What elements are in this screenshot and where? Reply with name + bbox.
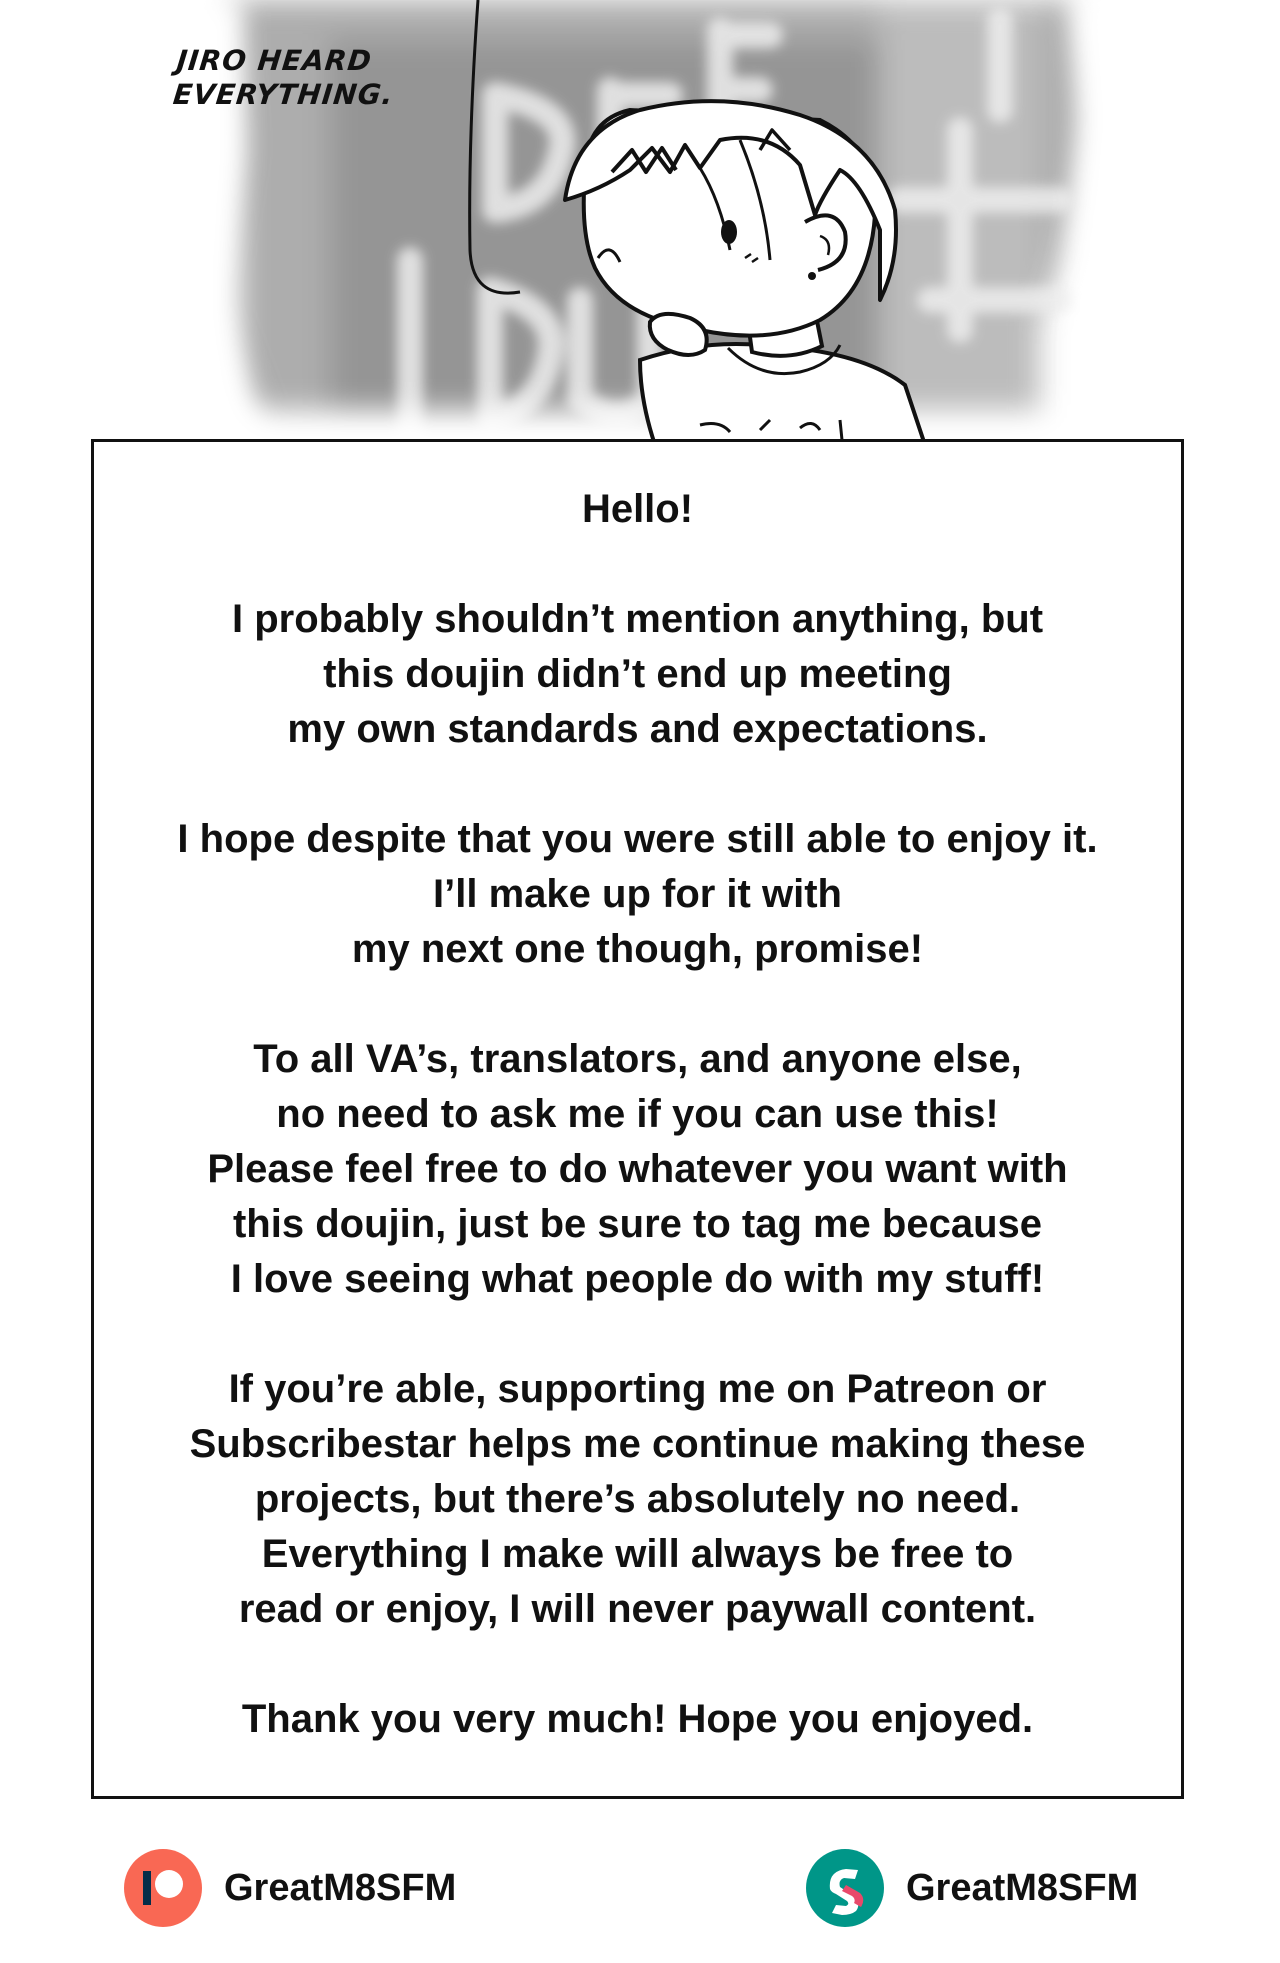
message-line: read or enjoy, I will never paywall content. (238, 1587, 1037, 1631)
comic-panel (0, 0, 1280, 445)
message-signoff (94, 1692, 1181, 1747)
message-line: I’ll make up for it with (433, 872, 842, 916)
message-line: projects, but there’s absolutely no need. (254, 1477, 1021, 1521)
message-line: Everything I make will always be free to (261, 1532, 1014, 1576)
message-line: Please feel free to do whatever you want with (207, 1147, 1068, 1191)
message-line: this doujin, just be sure to tag me because (232, 1202, 1043, 1246)
message-text (94, 482, 1181, 1747)
message-paragraph-permissions (94, 1032, 1181, 1307)
message-line: To all VA’s, translators, and anyone else, (253, 1037, 1022, 1081)
caption-line: JIRO HEARD (175, 44, 374, 77)
message-line: Thank you very much! Hope you enjoyed. (241, 1697, 1034, 1741)
message-paragraph-standards (94, 592, 1181, 757)
patreon-link[interactable] (124, 1848, 456, 1928)
subscribestar-handle: GreatM8SFM (906, 1866, 1139, 1909)
comic-caption (171, 44, 438, 112)
message-line: my next one though, promise! (351, 927, 924, 971)
message-line: this doujin didn’t end up meeting (323, 652, 952, 696)
message-line: Hello! (581, 487, 694, 531)
message-line: no need to ask me if you can use this! (276, 1092, 999, 1136)
message-line: If you’re able, supporting me on Patreon or (228, 1367, 1047, 1411)
patreon-logo-icon (124, 1849, 202, 1927)
message-greeting (94, 482, 1181, 537)
caption-line: EVERYTHING. (171, 78, 396, 111)
message-line: Subscribestar helps me continue making these (189, 1422, 1086, 1466)
message-line: I hope despite that you were still able to enjoy it. (177, 817, 1098, 861)
message-line: my own standards and expectations. (287, 707, 988, 751)
patreon-handle: GreatM8SFM (224, 1866, 457, 1909)
message-line: I probably shouldn’t mention anything, but (231, 597, 1044, 641)
message-paragraph-promise (94, 812, 1181, 977)
message-paragraph-support (94, 1362, 1181, 1637)
message-line: I love seeing what people do with my stuff! (230, 1257, 1045, 1301)
subscribestar-link[interactable] (806, 1848, 1138, 1928)
author-message-box (91, 439, 1184, 1799)
subscribestar-logo-icon (806, 1849, 884, 1927)
